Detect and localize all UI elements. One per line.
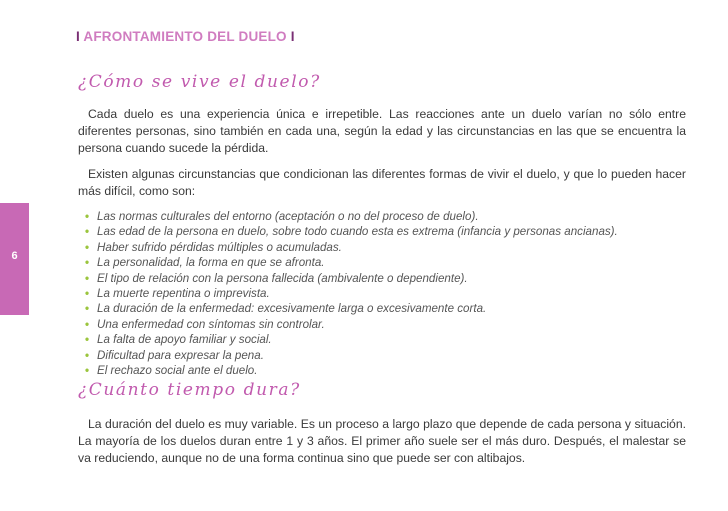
section-header (76, 29, 295, 44)
list-item: • Una enfermedad con síntomas sin controlar. (85, 317, 325, 331)
page-number-tab (0, 203, 29, 315)
header-bar-left: I (76, 29, 80, 44)
page-number: 6 (11, 250, 18, 262)
list-item: • Haber sufrido pérdidas múltiples o acumuladas. (85, 240, 342, 254)
bullet-dot-icon: • (85, 271, 90, 285)
paragraph-duration: La duración del duelo es muy variable. Es un proceso a largo plazo que depende de cada persona y situación. La mayoría de los duelos duran entre 1 y 3 años. El primer año suele ser el más duro. Después, el malestar se va reduciendo, aunque no de una forma continua sino que puede ser con altibajos. (78, 417, 686, 466)
section-title-como-se-vive: ¿Cómo se vive el duelo? (78, 72, 321, 92)
paragraph-intro: Cada duelo es una experiencia única e irrepetible. Las reacciones ante un duelo varían no sólo entre diferentes personas, sino también en cada una, según la edad y las circunstancias en las que se encuentra la persona cuando sucede la pérdida. (78, 107, 686, 156)
list-item: • La duración de la enfermedad: excesivamente larga o excesivamente corta. (85, 302, 487, 316)
section-title-cuanto-tiempo: ¿Cuánto tiempo dura? (78, 380, 301, 400)
paragraph-circumstances: Existen algunas circunstancias que condicionan las diferentes formas de vivir el duelo, y que lo pueden hacer más difícil, como son: (78, 167, 686, 199)
bullet-dot-icon: • (85, 256, 90, 270)
bullet-dot-icon: • (85, 225, 90, 239)
list-item: • La personalidad, la forma en que se afronta. (85, 256, 325, 270)
bullet-dot-icon: • (85, 333, 90, 347)
bullet-dot-icon: • (85, 348, 90, 362)
list-item: • Dificultad para expresar la pena. (85, 348, 264, 362)
list-item: • El rechazo social ante el duelo. (85, 364, 258, 378)
header-title: AFRONTAMIENTO DEL DUELO (83, 29, 287, 44)
bullet-dot-icon: • (85, 364, 90, 378)
circumstances-list (85, 209, 618, 378)
bullet-dot-icon: • (85, 302, 90, 316)
bullet-dot-icon: • (85, 287, 90, 301)
list-item: • La muerte repentina o imprevista. (85, 287, 270, 301)
bullet-dot-icon: • (85, 240, 90, 254)
list-item: • La falta de apoyo familiar y social. (85, 333, 272, 347)
bullet-dot-icon: • (85, 210, 90, 223)
header-bar-right: I (290, 29, 295, 44)
list-item: • El tipo de relación con la persona fallecida (ambivalente o dependiente). (85, 271, 468, 285)
list-item: • Las edad de la persona en duelo, sobre todo cuando esta es extrema (infancia y personas ancianas). (85, 225, 618, 239)
bullet-dot-icon: • (85, 317, 90, 331)
list-item: • Las normas culturales del entorno (aceptación o no del proceso de duelo). (85, 210, 479, 223)
